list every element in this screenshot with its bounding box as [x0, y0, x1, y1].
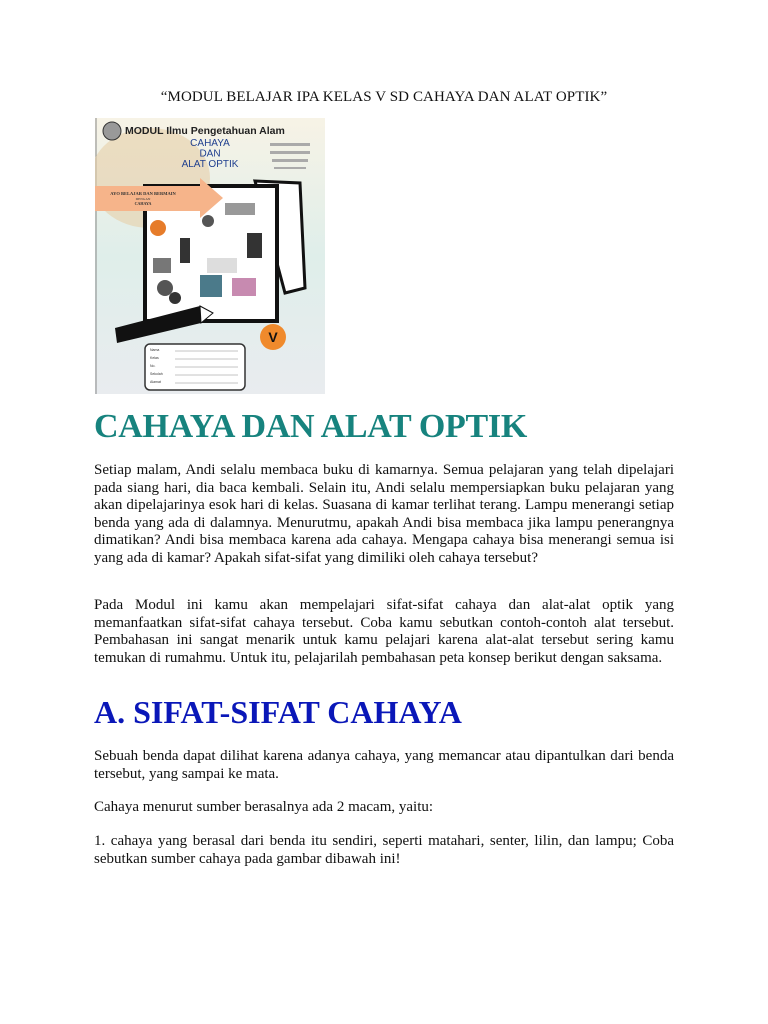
- form-field-label: No.: [150, 364, 156, 368]
- grade-label: V: [268, 329, 278, 345]
- cover-header: MODUL Ilmu Pengetahuan Alam: [125, 125, 285, 137]
- cover-title-line: CAHAYA: [190, 138, 230, 149]
- form-field-label: Kelas: [150, 356, 159, 360]
- form-field-label: Alamat: [150, 380, 161, 384]
- document-title: “MODUL BELAJAR IPA KELAS V SD CAHAYA DAN ALAT OPTIK”: [160, 89, 608, 105]
- section-heading-cahaya-dan-alat-optik: CAHAYA DAN ALAT OPTIK: [94, 408, 527, 445]
- banner-line: CAHAYA: [134, 201, 152, 206]
- banner-line: DENGAN: [135, 197, 151, 201]
- light-sources-intro-paragraph: Cahaya menurut sumber berasalnya ada 2 macam, yaitu:: [94, 799, 434, 815]
- seal-icon: [103, 122, 121, 140]
- list-item-1-paragraph: 1. cahaya yang berasal dari benda itu sendiri, seperti matahari, senter, lilin, dan lampu; Coba sebutkan sumber cahaya pada gambar dibawah ini!: [94, 833, 674, 867]
- form-field-label: Sekolah: [150, 372, 163, 376]
- module-overview-paragraph: Pada Modul ini kamu akan mempelajari sifat-sifat cahaya dan alat-alat optik yang memanfaatkan sifat-sifat cahaya tersebut. Coba kamu sebutkan contoh-contoh alat tersebut. Pembahasan ini sangat menarik untuk kamu pelajari karena alat-alat tersebut sering kamu temukan di rumahmu. Untuk itu, pelajarilah pembahasan peta konsep berikut dengan saksama.: [94, 597, 674, 666]
- banner-line: AYO BELAJAR DAN BERMAIN: [110, 191, 176, 196]
- cover-title-line: ALAT OPTIK: [181, 159, 239, 170]
- cover-title-line: DAN: [199, 148, 221, 160]
- section-heading-sifat-sifat-cahaya: A. SIFAT-SIFAT CAHAYA: [94, 694, 462, 730]
- light-definition-paragraph: Sebuah benda dapat dilihat karena adanya cahaya, yang memancar atau dipantulkan dari benda tersebut, yang sampai ke mata.: [94, 748, 674, 782]
- intro-paragraph: Setiap malam, Andi selalu membaca buku di kamarnya. Semua pelajaran yang telah dipelajari pada siang hari, dia baca kembali. Selain itu, Andi selalu mempersiapkan buku pelajaran yang akan dipelajarinya esok hari di kelas. Suasana di kamar terlihat terang. Lampu menerangi setiap benda yang ada di dalamnya. Menurutmu, apakah Andi bisa membaca jika lampu penerangnya dimatikan? Andi bisa membaca karena ada cahaya. Mengapa cahaya bisa menerangi semua isi yang ada di kamar? Apakah sifat-sifat yang dimiliki oleh cahaya tersebut?: [94, 462, 674, 566]
- module-cover-image: [95, 118, 325, 394]
- form-field-label: Nama: [150, 348, 160, 352]
